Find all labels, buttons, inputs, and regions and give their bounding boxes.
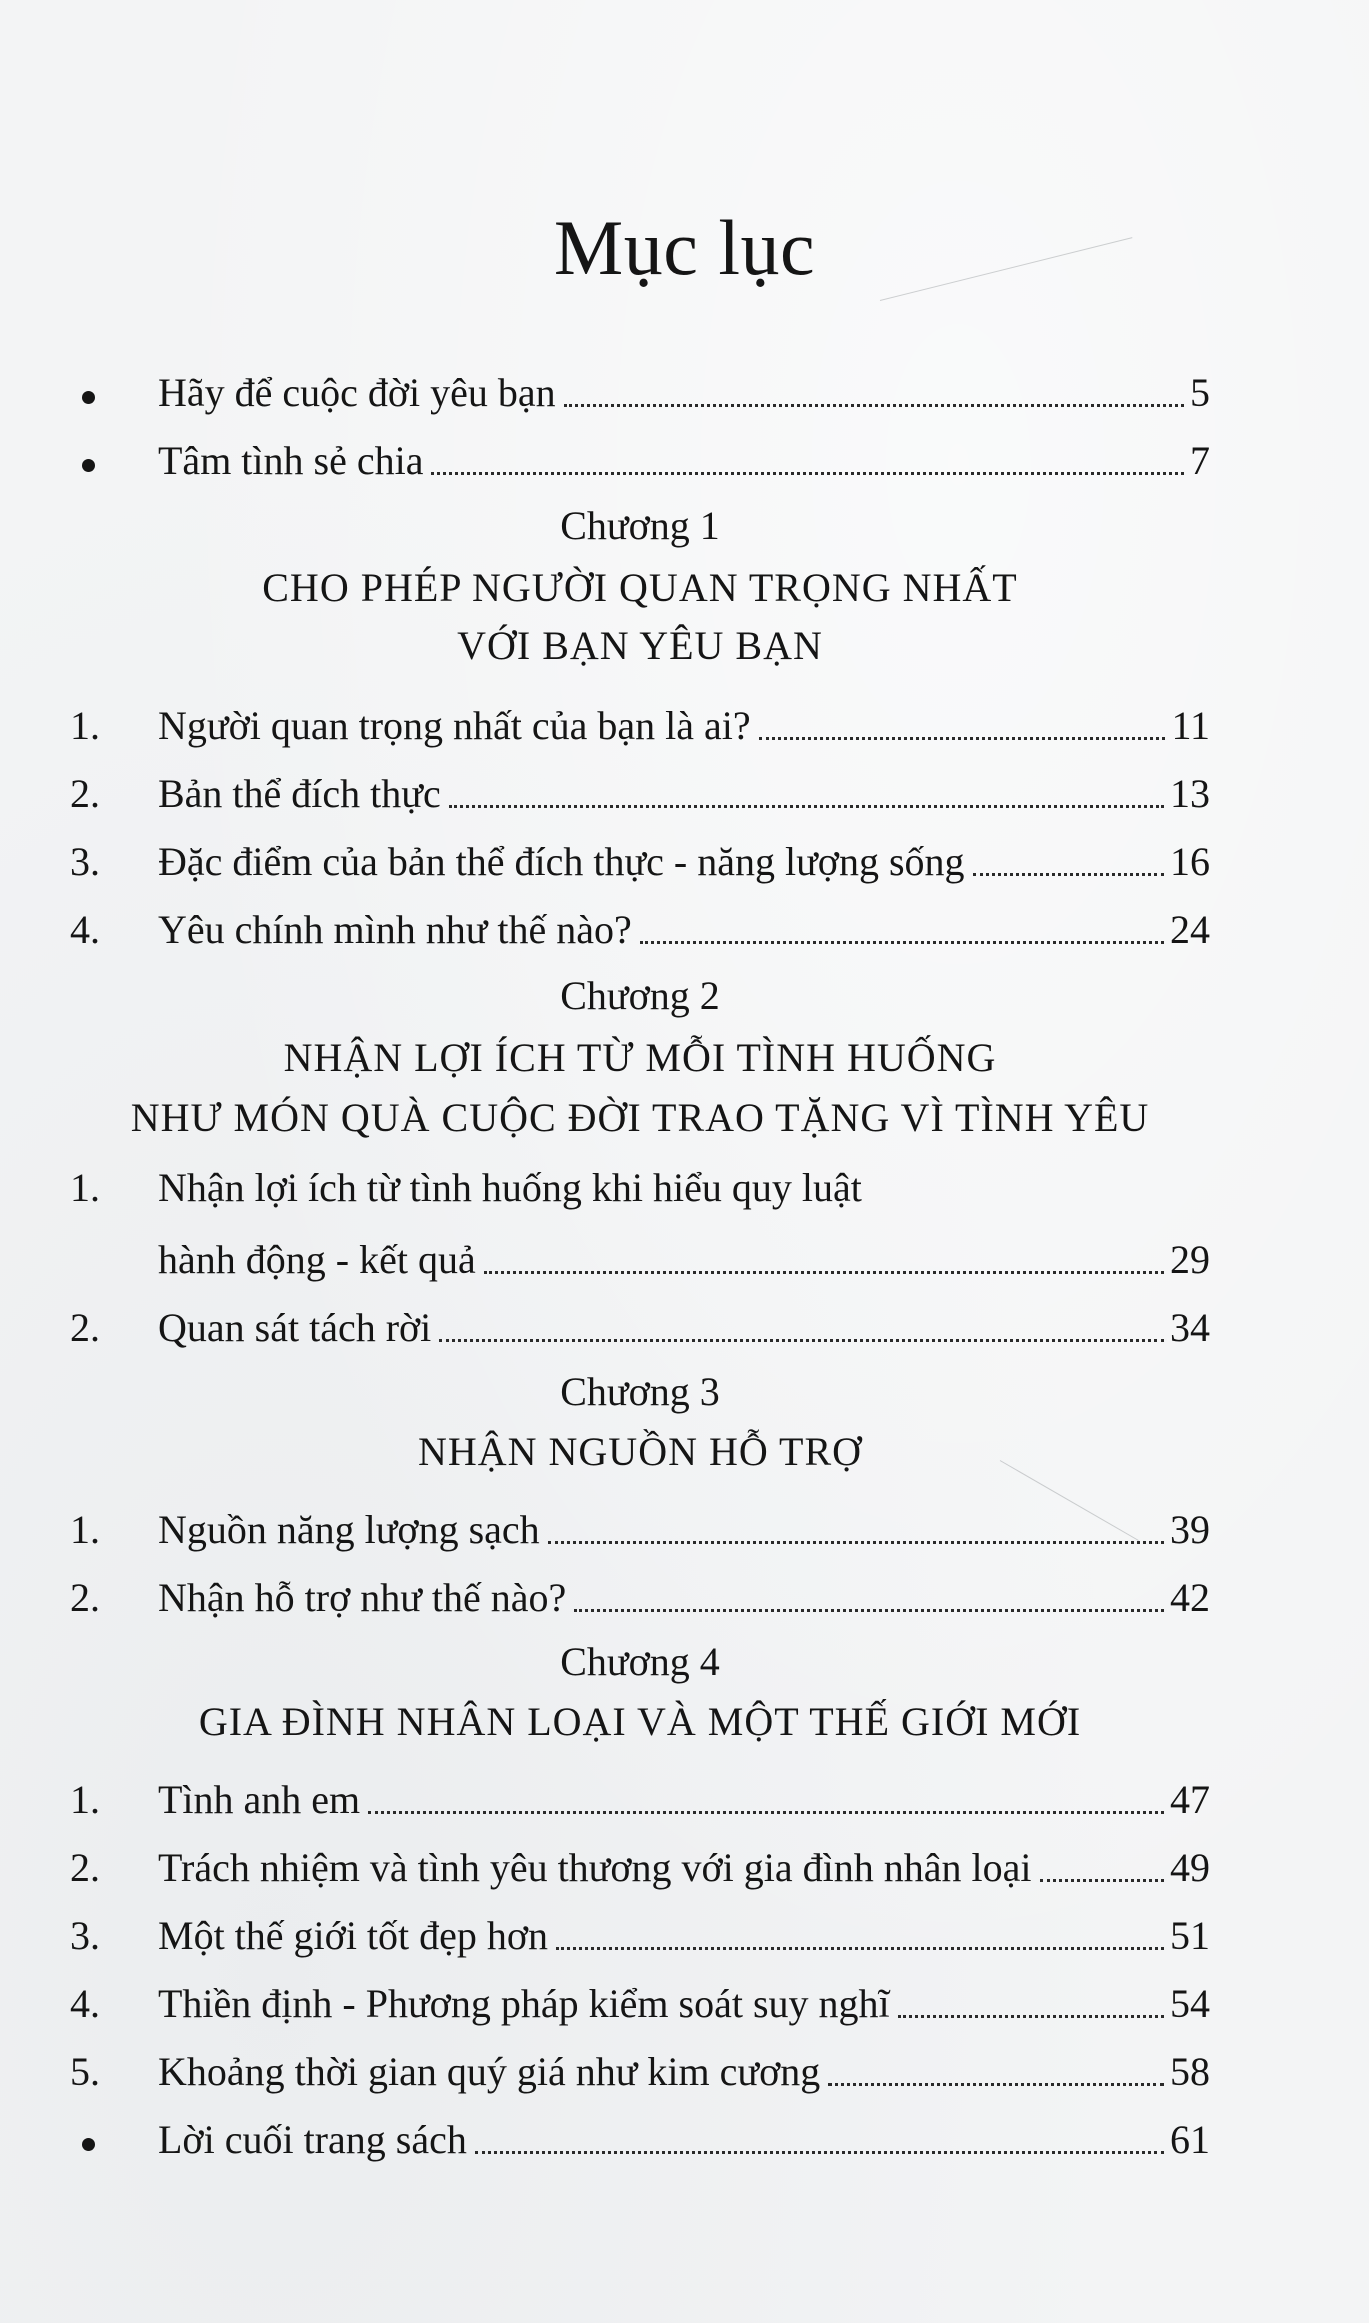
dot-leader — [368, 1810, 1164, 1814]
entry-number: 1. — [70, 1507, 100, 1552]
chapter-title: NHẬN NGUỒN HỖ TRỢ — [417, 1429, 863, 1474]
toc-entry[interactable] — [70, 2036, 1210, 2100]
entry-label: Tâm tình sẻ chia — [158, 438, 424, 483]
entry-label: Bản thể đích thực — [158, 771, 441, 816]
entry-label: Nguồn năng lượng sạch — [158, 1507, 540, 1552]
toc-entry[interactable] — [70, 2104, 1210, 2168]
dot-leader — [898, 2014, 1164, 2018]
toc-entry[interactable] — [70, 1832, 1210, 1896]
dot-leader — [759, 736, 1166, 740]
chapter-heading: Chương 1 — [560, 503, 720, 548]
bullet-marker — [70, 2106, 148, 2168]
dot-leader — [1040, 1878, 1165, 1882]
toc-entry[interactable] — [70, 1292, 1210, 1356]
dot-leader — [439, 1338, 1164, 1342]
page-number: 34 — [1170, 1305, 1210, 1350]
page-number: 61 — [1170, 2117, 1210, 2162]
bullet-marker — [70, 359, 148, 421]
toc-entry[interactable] — [70, 1968, 1210, 2032]
entry-label-line1[interactable]: Nhận lợi ích từ tình huống khi hiểu quy luật — [158, 1165, 862, 1210]
dot-leader — [640, 940, 1164, 944]
toc-entry[interactable] — [70, 1764, 1210, 1828]
chapter-title: GIA ĐÌNH NHÂN LOẠI VÀ MỘT THẾ GIỚI MỚI — [198, 1699, 1082, 1744]
entry-label: hành động - kết quả — [158, 1237, 476, 1282]
entry-label: Yêu chính mình như thế nào? — [158, 907, 632, 952]
entry-number: 2. — [70, 1845, 100, 1890]
dot-leader — [548, 1540, 1164, 1544]
dot-leader — [475, 2150, 1164, 2154]
entry-number: 2. — [70, 1305, 100, 1350]
entry-number: 3. — [70, 1913, 100, 1958]
page-number: 29 — [1170, 1237, 1210, 1282]
entry-number: 4. — [70, 1981, 100, 2026]
entry-number: 2. — [70, 1575, 100, 1620]
entry-label: Nhận hỗ trợ như thế nào? — [158, 1575, 567, 1620]
entry-label: Người quan trọng nhất của bạn là ai? — [158, 703, 751, 748]
bullet-marker — [70, 427, 148, 489]
entry-label: Lời cuối trang sách — [158, 2117, 467, 2162]
entry-label: Khoảng thời gian quý giá như kim cương — [158, 2049, 821, 2094]
page-number: 39 — [1170, 1507, 1210, 1552]
page-number: 47 — [1170, 1777, 1210, 1822]
entry-number: 2. — [70, 771, 100, 816]
entry-number: 1. — [70, 703, 100, 748]
entry-label: Thiền định - Phương pháp kiểm soát suy nghĩ — [158, 1981, 890, 2026]
entry-number: 4. — [70, 907, 100, 952]
entry-number: 1. — [70, 1777, 100, 1822]
page-number: 24 — [1170, 907, 1210, 952]
chapter-title: VỚI BẠN YÊU BẠN — [457, 623, 823, 668]
entry-number: 1. — [70, 1165, 100, 1210]
dot-leader — [431, 471, 1184, 475]
entry-label: Đặc điểm của bản thể đích thực - năng lượng sống — [158, 839, 965, 884]
toc-entry[interactable] — [70, 1494, 1210, 1558]
chapter-title: NHẬN LỢI ÍCH TỪ MỖI TÌNH HUỐNG — [283, 1035, 997, 1080]
dot-leader — [484, 1270, 1164, 1274]
page-number: 58 — [1170, 2049, 1210, 2094]
chapter-title: NHƯ MÓN QUÀ CUỘC ĐỜI TRAO TẶNG VÌ TÌNH YÊU — [130, 1095, 1150, 1140]
toc-entry[interactable] — [70, 425, 1210, 489]
chapter-heading: Chương 3 — [560, 1369, 720, 1414]
toc-entry[interactable] — [70, 826, 1210, 890]
page-number: 49 — [1170, 1845, 1210, 1890]
dot-leader — [574, 1608, 1164, 1612]
entry-label: Trách nhiệm và tình yêu thương với gia đình nhân loại — [158, 1845, 1032, 1890]
page-title: Mục lục — [553, 204, 816, 291]
toc-entry[interactable] — [70, 1562, 1210, 1626]
toc-entry[interactable] — [70, 690, 1210, 754]
dot-leader — [973, 872, 1164, 876]
page-number: 5 — [1190, 370, 1210, 415]
toc-entry[interactable] — [70, 1900, 1210, 1964]
page-number: 11 — [1171, 703, 1210, 748]
page-number: 13 — [1170, 771, 1210, 816]
toc-entry[interactable] — [70, 758, 1210, 822]
entry-label: Tình anh em — [158, 1777, 361, 1822]
page-number: 7 — [1190, 438, 1210, 483]
page-number: 42 — [1170, 1575, 1210, 1620]
page-number: 54 — [1170, 1981, 1210, 2026]
entry-label: Một thế giới tốt đẹp hơn — [158, 1913, 549, 1958]
toc-entry[interactable] — [70, 894, 1210, 958]
chapter-heading: Chương 4 — [560, 1639, 720, 1684]
dot-leader — [449, 804, 1164, 808]
page-number: 51 — [1170, 1913, 1210, 1958]
chapter-title: CHO PHÉP NGƯỜI QUAN TRỌNG NHẤT — [262, 565, 1018, 610]
toc-entry[interactable] — [70, 357, 1210, 421]
entry-number: 3. — [70, 839, 100, 884]
entry-number: 5. — [70, 2049, 100, 2094]
chapter-heading: Chương 2 — [560, 973, 720, 1018]
entry-label: Quan sát tách rời — [158, 1305, 432, 1350]
toc-entry[interactable] — [70, 1224, 1210, 1288]
dot-leader — [564, 403, 1184, 407]
entry-label: Hãy để cuộc đời yêu bạn — [158, 370, 556, 415]
dot-leader — [556, 1946, 1164, 1950]
page-number: 16 — [1170, 839, 1210, 884]
dot-leader — [828, 2082, 1164, 2086]
